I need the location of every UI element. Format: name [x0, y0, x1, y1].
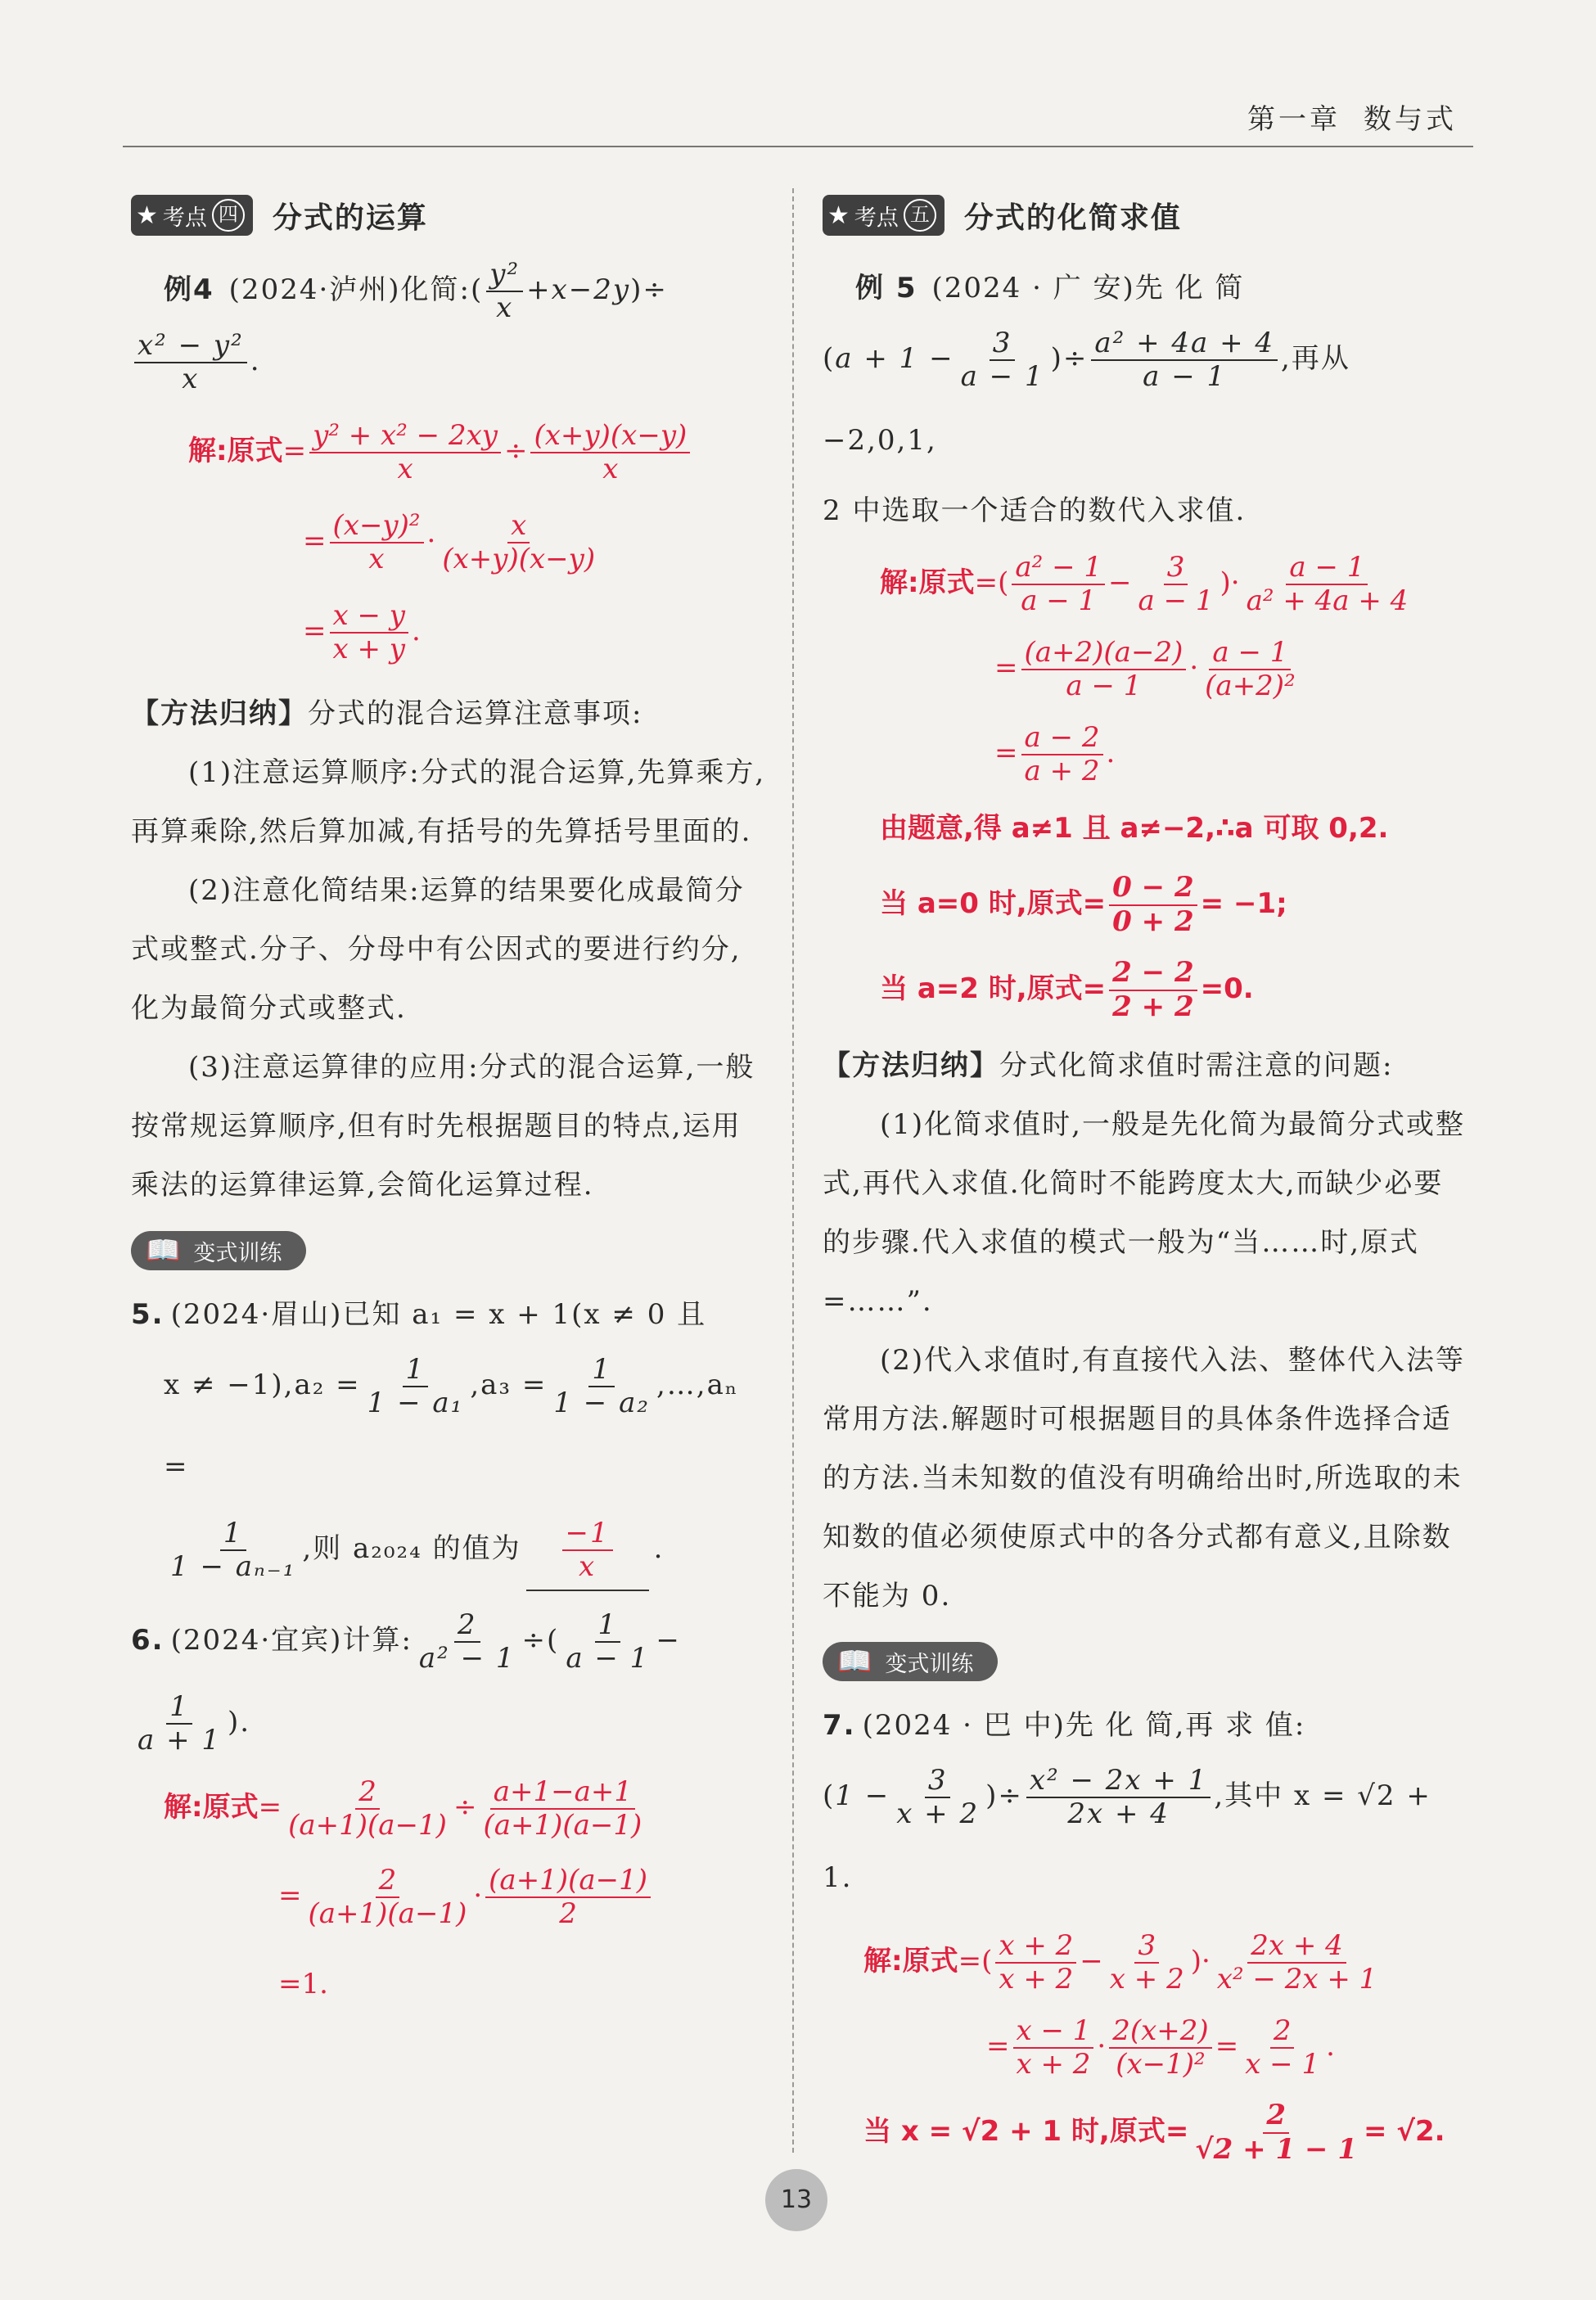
topic-badge: ★ 考点 四 — [131, 195, 253, 236]
book-icon: 📖 — [837, 1645, 872, 1678]
book-icon: 📖 — [146, 1234, 181, 1268]
left-column: ★ 考点 四 分式的运算 例4 (2024·泸州)化简:( $\frac{\text{y²}}{x}$ +x−2y)÷ $\frac{\text{x² − y²}}{x}$ . 解:原式= $\frac{\text{y² + x² − 2xy}}{x}$ ÷ $\frac{(x+y)(x-y)}{x}$ = $\frac{\text{(x−y)²}}{x}$ · $\frac{x}{(x+y)(x-y)}$ = $\frac{x - y}{x + y}$ . 【方法归纳】分式的混合运算注意事项: (1)注意运算顺序:分式的混合运算,先算乘方,再算乘除,然后算加减,有括号的先算括号里面的. (2)注意化简结果:运算的结果要化成最简分式或整式.分子、分母中有公因式的要进行约分,化为最简分式或整式. (3)注意运算律的应用:分式的混合运算,一般按常规运算顺序,但有时先根据题目的特点,运用乘法的运算律运算,会简化运算过程. 📖 变式训练 5. (2024·眉山)已知 a₁ = x + 1(x ≠ 0 且 x ≠ −1),a₂ = $\frac{1}{\text{1 − a₁}}$ ,a₃ = $\frac{1}{\text{1 − a₂}}$ ,…,aₙ = $\frac{1}{\text{1 − aₙ₋₁}}$ ,则 a₂₀₂₄ 的值为 $\frac{-1}{x}$ . 6. (2024·宜宾)计算: $\frac{2}{\text{a² − 1}}$ ÷( $\frac{1}{a - 1}$ − $\frac{1}{a + 1}$ ). 解:原式= $\frac{2}{(a+1)(a-1)}$ ÷ $\frac{a+1-a+1}{(a+1)(a-1)}$ = $\frac{2}{(a+1)(a-1)}$ · $\frac{(a+1)(a-1)}{2}$ =1. — [131, 188, 769, 2028]
question-6: 6. (2024·宜宾)计算: $\frac{2}{\text{a² − 1}}$ ÷( $\frac{1}{a - 1}$ − $\frac{1}{a + 1}$ ). 解:原式= $\frac{2}{(a+1)(a-1)}$ ÷ $\frac{a+1-a+1}{(a+1)(a-1)}$ = $\frac{2}{(a+1)(a-1)}$ · $\frac{(a+1)(a-1)}{2}$ =1. — [131, 1608, 681, 2001]
star-icon: ★ — [827, 201, 850, 230]
variant-training-label: 📖 变式训练 — [823, 1642, 998, 1681]
section-title: 分式的化简求值 — [963, 201, 1182, 235]
question-7: 7. (2024 · 巴 中)先 化 简,再 求 值: (1 − $\frac{3}{x + 2}$ )÷ $\frac{\text{x² − 2x + 1}}{2x + 4}$ ,其中 x = √2 + 1. 解:原式=( $\frac{x + 2}{x + 2}$ − $\frac{3}{x + 2}$ )· $\frac{2x + 4}{\text{x² − 2x + 1}}$ = $\frac{x - 1}{x + 2}$ · $\frac{2(x+2)}{\text{(x−1)²}}$ = $\frac{2}{x - 1}$ . 当 x = √2 + 1 时,原式= $\frac{2}{√2 + 1 - 1}$ = √2. — [823, 1709, 1445, 2166]
example-4: 例4 (2024·泸州)化简:( $\frac{\text{y²}}{x}$ +x−2y)÷ — [164, 258, 668, 325]
right-column: ★ 考点 五 分式的化简求值 例 5 (2024 · 广 安)先 化 简 (a + 1 − $\frac{3}{a - 1}$ )÷ $\frac{\text{a² + 4a + 4}}{a - 1}$ ,再从 −2,0,1, 2 中选取一个适合的数代入求值. 解:原式=( $\frac{\text{a² − 1}}{a - 1}$ − $\frac{3}{a - 1}$ )· $\frac{a - 1}{\text{a² + 4a + 4}}$ = $\frac{(a+2)(a-2)}{a - 1}$ · $\frac{a - 1}{\text{(a+2)²}}$ = $\frac{a - 2}{a + 2}$ . 由题意,得 a≠1 且 a≠−2,∴a 可取 0,2. 当 a=0 时,原式= $\frac{0 - 2}{0 + 2}$ = −1; 当 a=2 时,原式= $\frac{2 - 2}{2 + 2}$ =0. 【方法归纳】分式化简求值时需注意的问题: (1)化简求值时,一般是先化简为最简分式或整式,再代入求值.化简时不能跨度太大,而缺少必要的步骤.代入求值的模式一般为“当……时,原式=……”. (2)代入求值时,有直接代入法、整体代入法等常用方法.解题时可根据题目的具体条件选择合适的方法.当未知数的值没有明确给出时,所选取的未知数的值必须使原式中的各分式都有意义,且除数不能为 0. 📖 变式训练 7. (2024 · 巴 中)先 化 简,再 求 值: (1 − $\frac{3}{x + 2}$ )÷ $\frac{\text{x² − 2x + 1}}{2x + 4}$ ,其中 x = √2 + 1. 解:原式=( $\frac{x + 2}{x + 2}$ − $\frac{3}{x + 2}$ )· $\frac{2x + 4}{\text{x² − 2x + 1}}$ = $\frac{x - 1}{x + 2}$ · $\frac{2(x+2)}{\text{(x−1)²}}$ = $\frac{2}{x - 1}$ . 当 x = √2 + 1 时,原式= $\frac{2}{√2 + 1 - 1}$ = √2. — [823, 188, 1469, 2174]
variant-training-label: 📖 变式训练 — [131, 1231, 306, 1270]
section-title: 分式的运算 — [272, 201, 428, 235]
star-icon: ★ — [136, 201, 158, 230]
method-summary-5: 【方法归纳】分式化简求值时需注意的问题: (1)化简求值时,一般是先化简为最简分式或整式,再代入求值.化简时不能跨度太大,而缺少必要的步骤.代入求值的模式一般为“当……时,原式=……”. (2)代入求值时,有直接代入法、整体代入法等常用方法.解题时可根据题目的具体条件选择合适的方法.当未知数的值没有明确给出时,所选取的未知数的值必须使原式中的各分式都有意义,且除数不能为 0. — [823, 1049, 1465, 1612]
method-summary-4: 【方法归纳】分式的混合运算注意事项: (1)注意运算顺序:分式的混合运算,先算乘方,再算乘除,然后算加减,有括号的先算括号里面的. (2)注意化简结果:运算的结果要化成最简分式或整式.分子、分母中有公因式的要进行约分,化为最简分式或整式. (3)注意运算律的应用:分式的混合运算,一般按常规运算顺序,但有时先根据题目的特点,运用乘法的运算律运算,会简化运算过程. — [131, 697, 766, 1202]
column-divider — [792, 188, 794, 2153]
chapter-label: 第一章 — [1247, 103, 1341, 136]
page-header — [1224, 97, 1457, 137]
page-number: 13 — [765, 2169, 827, 2231]
solution-4: 解:原式= $\frac{\text{y² + x² − 2xy}}{x}$ ÷ $\frac{(x+y)(x-y)}{x}$ = $\frac{\text{(x−y)²}}{x}$ · $\frac{x}{(x+y)(x-y)}$ = $\frac{x - y}{x + y}$ . — [131, 406, 769, 676]
header-divider — [123, 146, 1473, 147]
example-5: 例 5 (2024 · 广 安)先 化 简 — [855, 272, 1245, 304]
section-head-5 — [823, 188, 1469, 242]
topic-badge: ★ 考点 五 — [823, 195, 945, 236]
question-5: 5. (2024·眉山)已知 a₁ = x + 1(x ≠ 0 且 x ≠ −1),a₂ = $\frac{1}{\text{1 − a₁}}$ ,a₃ = $\frac{1}{\text{1 − a₂}}$ ,…,aₙ = $\frac{1}{\text{1 − aₙ₋₁}}$ ,则 a₂₀₂₄ 的值为 $\frac{-1}{x}$ . — [131, 1285, 769, 1591]
section-head-4 — [131, 188, 769, 242]
section-label: 数与式 — [1364, 103, 1457, 136]
answer-blank: $\frac{-1}{x}$ — [526, 1508, 649, 1591]
solution-5: 解:原式=( $\frac{\text{a² − 1}}{a - 1}$ − $\frac{3}{a - 1}$ )· $\frac{a - 1}{\text{a² + 4a + 4}}$ = $\frac{(a+2)(a-2)}{a - 1}$ · $\frac{a - 1}{\text{(a+2)²}}$ = $\frac{a - 2}{a + 2}$ . 由题意,得 a≠1 且 a≠−2,∴a 可取 0,2. 当 a=0 时,原式= $\frac{0 - 2}{0 + 2}$ = −1; 当 a=2 时,原式= $\frac{2 - 2}{2 + 2}$ =0. — [880, 550, 1409, 1023]
